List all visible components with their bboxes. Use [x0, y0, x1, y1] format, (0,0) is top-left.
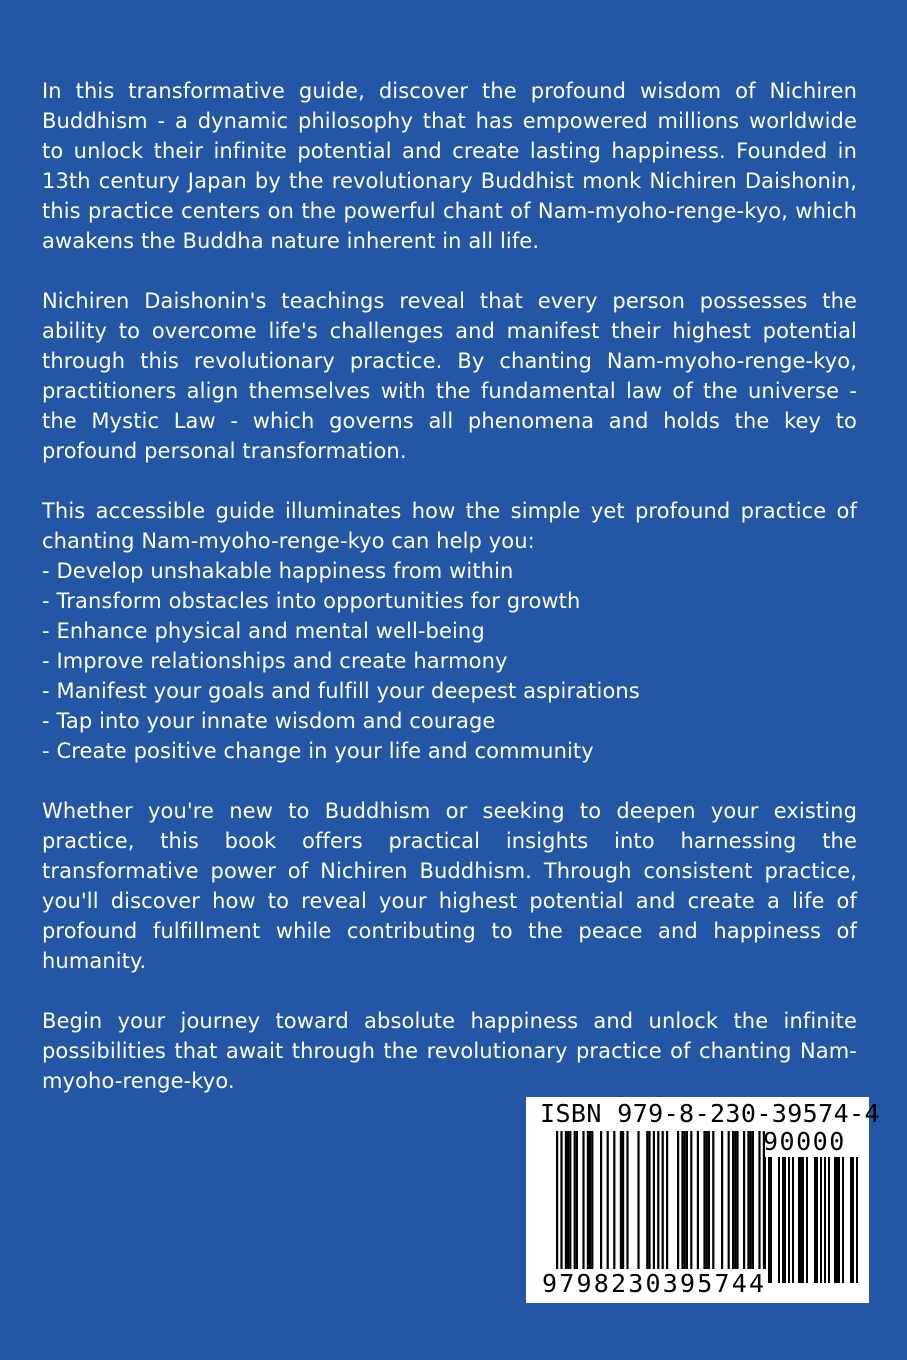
paragraph-teachings: Nichiren Daishonin's teachings reveal that every person possesses the ability to overcome life's challenges and manifest their highest potential through this revolutionary practice. By chanting Nam-myoho-renge-kyo, practitioners align themselves with the fundamental law of the universe - the Mystic Law - which governs all phenomena and holds the key to profound personal transformation. [42, 289, 857, 463]
barcode-bar [589, 1131, 591, 1269]
barcode-addon-bar [850, 1157, 852, 1283]
barcode-bar [622, 1131, 624, 1269]
barcode-addon-bar [806, 1157, 808, 1283]
list-item: - Transform obstacles into opportunities for growth [42, 589, 581, 613]
barcode-bar [574, 1131, 576, 1269]
barcode-bar [758, 1131, 760, 1281]
list-item: - Tap into your innate wisdom and courage [42, 709, 496, 733]
paragraph-whether: Whether you're new to Buddhism or seeking to deepen your existing practice, this book offers practical insights into harnessing the transformative power of Nichiren Buddhism. Through consistent practice, you'll discover how to reveal your highest potential and create a life of profound fulfillment while contributing to the peace and happiness of humanity. [42, 799, 857, 973]
barcode-bar [734, 1131, 736, 1269]
ean-number: 9798230395744 [542, 1269, 767, 1298]
list-item: - Improve relationships and create harmony [42, 649, 508, 673]
barcode-addon-bar [816, 1157, 818, 1283]
list-item: - Create positive change in your life and community [42, 739, 594, 763]
barcode-bar [576, 1131, 578, 1269]
blurb-text [42, 76, 857, 1096]
list-item: - Develop unshakable happiness from within [42, 559, 514, 583]
barcode-addon-bar [838, 1157, 840, 1283]
barcode-bar [565, 1131, 567, 1269]
barcode-bar [706, 1131, 708, 1269]
barcode-bar [690, 1131, 692, 1269]
barcode-bar [712, 1131, 714, 1269]
barcode-bar [653, 1131, 655, 1269]
barcode-bar [648, 1131, 650, 1269]
barcode-addon-bar [814, 1157, 816, 1283]
barcode-addon-bar [836, 1157, 838, 1283]
barcode-bar [732, 1131, 734, 1269]
barcode-addon-bar [784, 1157, 786, 1283]
barcode-addon-bar [798, 1157, 800, 1283]
barcode-bar [607, 1131, 609, 1269]
barcode-bar [681, 1131, 683, 1269]
paragraph-intro: In this transformative guide, discover the profound wisdom of Nichiren Buddhism - a dynamic philosophy that has empowered millions worldwide to unlock their infinite potential and create lasting happiness. Founded in 13th century Japan by the revolutionary Buddhist monk Nichiren Daishonin, this practice centers on the powerful chant of Nam-myoho-renge-kyo, which awakens the Buddha nature inherent in all life. [42, 79, 857, 253]
barcode-panel [526, 1097, 880, 1303]
barcode-bar [600, 1131, 602, 1269]
barcode-bar [560, 1131, 562, 1281]
barcode-addon-bar [768, 1157, 770, 1283]
barcode-bar [637, 1131, 639, 1269]
barcode-bar [743, 1131, 745, 1269]
barcode-bar [686, 1131, 688, 1269]
barcode-bar [747, 1131, 749, 1269]
barcode-addon-bar [852, 1157, 854, 1283]
barcode-addon-bar [770, 1157, 772, 1283]
barcode-addon-bar [824, 1157, 826, 1283]
price-code: 90000 [763, 1127, 846, 1156]
barcode-bar [591, 1131, 593, 1269]
barcode-bar [662, 1131, 664, 1281]
isbn-label: ISBN 979-8-230-39574-4 [540, 1099, 880, 1128]
barcode-bar [657, 1131, 659, 1281]
barcode-bar [646, 1131, 648, 1269]
barcode-addon-bar [820, 1157, 822, 1283]
barcode-addon-bar [834, 1157, 836, 1283]
barcode-bar [736, 1131, 738, 1269]
barcode-bar [666, 1131, 668, 1269]
barcode-addon-bar [788, 1157, 790, 1283]
barcode-addon-bar [800, 1157, 802, 1283]
barcode-bar [750, 1131, 752, 1269]
barcode-bar [567, 1131, 569, 1269]
barcode-bar [721, 1131, 723, 1269]
barcode-bar [620, 1131, 622, 1269]
paragraph-begin: Begin your journey toward absolute happiness and unlock the infinite possibilities that await through the revolutionary practice of chanting Nam-myoho-renge-kyo. [42, 1009, 857, 1093]
benefits-section [42, 496, 857, 766]
barcode-addon-bar [828, 1157, 830, 1283]
barcode-bar [703, 1131, 705, 1269]
list-item: - Enhance physical and mental well-being [42, 619, 485, 643]
barcode-bar [613, 1131, 615, 1269]
barcode-addon-bar [842, 1157, 844, 1283]
list-intro: This accessible guide illuminates how the simple yet profound practice of chanting Nam-myoho-renge-kyo can help you: [42, 499, 857, 553]
barcode-addon-bar [782, 1157, 784, 1283]
list-item: - Manifest your goals and fulfill your deepest aspirations [42, 679, 640, 703]
benefits-list [42, 556, 857, 766]
barcode-bar [587, 1131, 589, 1269]
barcode-addon-bar [778, 1157, 780, 1283]
barcode-addon-bar [856, 1157, 858, 1283]
barcode-bar [728, 1131, 730, 1269]
barcode-addon-bar [802, 1157, 804, 1283]
barcode-bar [708, 1131, 710, 1269]
barcode-addon-bar [764, 1157, 766, 1283]
barcode-bar [677, 1131, 679, 1269]
barcode-bar [569, 1131, 571, 1269]
barcode-bar [697, 1131, 699, 1269]
barcode-bar [556, 1131, 558, 1281]
barcode-bar [752, 1131, 754, 1269]
barcode-bar [582, 1131, 584, 1269]
barcode-addon-bar [792, 1157, 794, 1283]
barcode-bar [626, 1131, 628, 1269]
barcode-bar [684, 1131, 686, 1269]
